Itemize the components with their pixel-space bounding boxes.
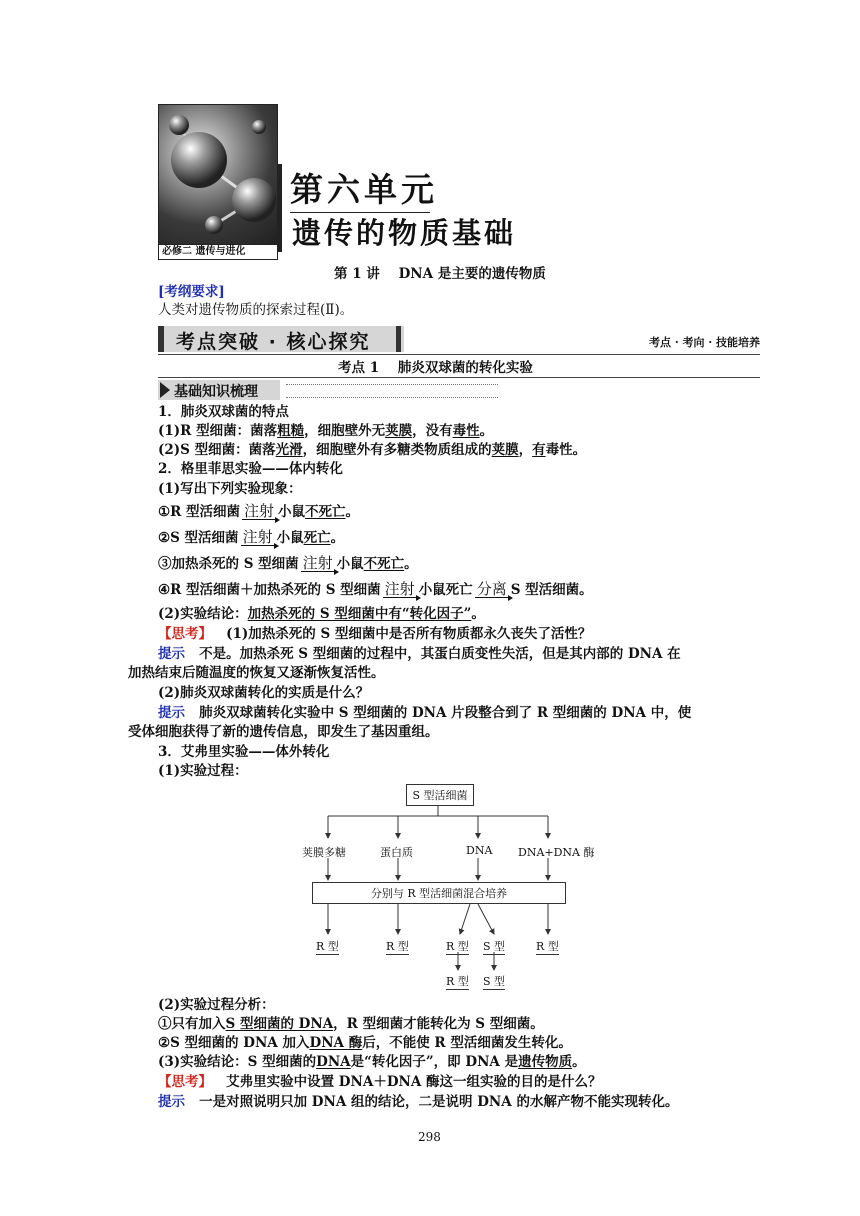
s3-conclusion: (3)实验结论：S 型细菌的DNA是“转化因子”，即 DNA 是遗传物质。: [158, 1054, 586, 1070]
diagram-top-box: S 型活细菌: [406, 784, 474, 806]
dotted-fill: [286, 384, 498, 398]
s2-hint1-cont: 加热结束后随温度的恢复又逐渐恢复活性。: [128, 665, 385, 681]
s2-hint2: 提示 肺炎双球菌转化实验中 S 型细菌的 DNA 片段整合到了 R 型细菌的 DNA 中，使: [158, 705, 692, 721]
s2-hint2-cont: 受体细胞获得了新的遗传信息，即发生了基因重组。: [128, 724, 439, 740]
diagram-result: R 型: [386, 940, 409, 953]
diagram-mix-box: 分别与 R 型活细菌混合培养: [312, 882, 566, 904]
avery-diagram: [290, 778, 610, 992]
page-number: 298: [418, 1130, 441, 1144]
topic-title: 考点 1 肺炎双球菌的转化实验: [338, 360, 533, 376]
s3-heading: 3．艾弗里实验——体外转化: [158, 744, 330, 760]
s3-q1: (1)实验过程：: [158, 763, 248, 779]
s2-q1: (1)写出下列实验现象：: [158, 481, 302, 497]
s3-q2: (2)实验过程分析：: [158, 997, 275, 1013]
play-icon: [160, 382, 170, 398]
think-tag: 【思考】: [158, 1074, 212, 1090]
diagram-result: R 型: [446, 940, 469, 953]
arrow-inject: 注射: [384, 580, 415, 598]
cover-image: [158, 104, 278, 260]
unit-title: 遗传的物质基础: [292, 216, 517, 250]
knowledge-tag: [158, 380, 280, 400]
hint-tag: 提示: [158, 646, 185, 662]
s3-a2: ②S 型细菌的 DNA 加入DNA 酶后，不能使 R 型活细菌发生转化。: [158, 1035, 572, 1051]
unit-bar: [278, 164, 282, 252]
arrow-inject: 注射: [242, 528, 273, 546]
arrow-inject: 注射: [244, 502, 275, 520]
s3-a1: ①只有加入S 型细菌的 DNA，R 型细菌才能转化为 S 型细菌。: [158, 1016, 544, 1032]
topic-underline: [158, 377, 760, 378]
hint-tag: 提示: [158, 705, 185, 721]
diagram-result: R 型: [536, 940, 559, 953]
s1-s-line: (2)S 型细菌：菌落光滑，细胞壁外有多糖类物质组成的荚膜，有毒性。: [158, 442, 587, 458]
diagram-branch: 蛋白质: [380, 846, 413, 859]
hint-tag: 提示: [158, 1094, 185, 1110]
s3-hint: 提示 一是对照说明只加 DNA 组的结论，二是说明 DNA 的水解产物不能实现转化。: [158, 1094, 679, 1110]
arrow-separate: 分离: [476, 580, 507, 598]
s2-conclusion: (2)实验结论：加热杀死的 S 型细菌中有“转化因子”。: [158, 606, 485, 622]
think-tag: 【思考】: [158, 626, 212, 642]
s1-heading: 1．肺炎双球菌的特点: [158, 404, 289, 420]
s2-think2: (2)肺炎双球菌转化的实质是什么？: [158, 685, 370, 701]
s2-e1: ①R 型活细菌 注射 小鼠不死亡。: [158, 502, 360, 520]
banner-title: 考点突破 · 核心探究: [176, 331, 371, 353]
s2-heading: 2．格里菲思实验——体内转化: [158, 461, 343, 477]
unit-number: 第六单元: [290, 170, 438, 209]
s2-e3: ③加热杀死的 S 型细菌 注射 小鼠不死亡。: [158, 554, 418, 572]
diagram-branch: 荚膜多糖: [302, 846, 346, 859]
diagram-result2: R 型: [446, 975, 469, 988]
unit-divider: [290, 212, 430, 213]
arrow-inject: 注射: [302, 554, 333, 572]
knowledge-tag-label: 基础知识梳理: [174, 384, 258, 400]
banner-endcap: [396, 326, 401, 352]
diagram-result2: S 型: [483, 975, 506, 988]
s2-e4: ④R 型活细菌＋加热杀死的 S 型细菌 注射 小鼠死亡 分离 S 型活细菌。: [158, 580, 593, 598]
requirements-text: 人类对遗传物质的探索过程(Ⅱ)。: [158, 302, 354, 318]
lecture-title: 第 1 讲 DNA 是主要的遗传物质: [334, 266, 546, 282]
s1-r-line: (1)R 型细菌：菌落粗糙，细胞壁外无荚膜，没有毒性。: [158, 423, 494, 439]
molecule-icon: [159, 105, 277, 245]
s2-hint1: 提示 不是。加热杀死 S 型细菌的过程中，其蛋白质变性失活，但是其内部的 DNA 在: [158, 646, 681, 662]
diagram-result: S 型: [483, 940, 506, 953]
s2-e2: ②S 型活细菌 注射 小鼠死亡。: [158, 528, 345, 546]
requirements-title: [考纲要求]: [158, 284, 225, 300]
banner-right: 考点 · 考向 · 技能培养: [649, 336, 760, 349]
cover-caption: 必修二 遗传与进化: [159, 244, 277, 259]
s3-think: 【思考】 艾弗里实验中设置 DNA＋DNA 酶这一组实验的目的是什么？: [158, 1074, 602, 1090]
section-banner: [158, 326, 760, 355]
s2-think1: 【思考】 (1)加热杀死的 S 型细菌中是否所有物质都永久丧失了活性？: [158, 626, 592, 642]
diagram-branch: DNA: [466, 844, 493, 857]
diagram-result: R 型: [316, 940, 339, 953]
diagram-branch: DNA+DNA 酶: [518, 846, 595, 859]
